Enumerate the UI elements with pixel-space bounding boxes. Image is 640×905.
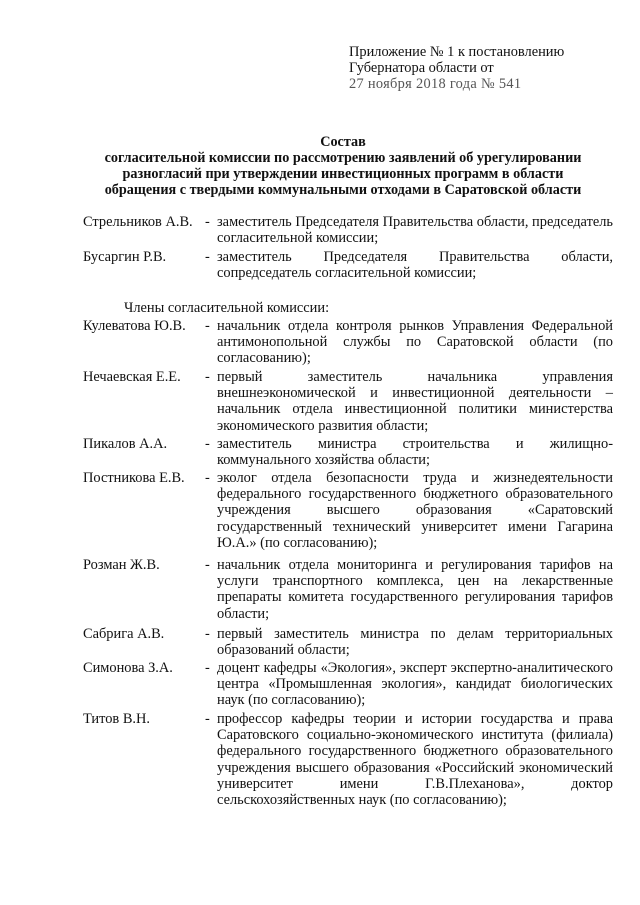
member-name: Титов В.Н. — [83, 711, 151, 727]
member-role: начальник отдела контроля рынков Управления Федеральной антимонопольной службы по Саратовской области (по согласованию); — [217, 318, 613, 367]
member-role: первый заместитель министра по делам территориальных образований области; — [217, 626, 613, 659]
appendix-line-1: Приложение № 1 к постановлению — [349, 44, 565, 60]
dash: - — [205, 660, 210, 676]
appendix-date-stamp: 27 ноября 2018 года № 541 — [349, 76, 522, 92]
appendix-line-2: Губернатора области от — [349, 60, 494, 76]
dash: - — [205, 557, 210, 573]
member-role: эколог отдела безопасности труда и жизнедеятельности федерального государственного бюджетного образовательного учреждения высшего образования «Саратовский государственный технический университет имени Гагарина Ю.А.» (по согласованию); — [217, 470, 613, 551]
member-name: Постникова Е.В. — [83, 470, 185, 486]
member-role: начальник отдела мониторинга и регулирования тарифов на услуги транспортного комплекса, цен на лекарственные препараты комитета государственного регулирования тарифов области; — [217, 557, 613, 622]
title-line-3: разногласий при утверждении инвестиционных программ в области — [122, 166, 564, 182]
member-name: Сабрига А.В. — [83, 626, 165, 642]
dash: - — [205, 214, 210, 230]
dash: - — [205, 436, 210, 452]
appendix-block — [349, 44, 629, 92]
dash: - — [205, 249, 210, 265]
document-title — [70, 134, 616, 198]
member-name: Розман Ж.В. — [83, 557, 160, 573]
member-name: Пикалов А.А. — [83, 436, 168, 452]
dash: - — [205, 626, 210, 642]
member-role: доцент кафедры «Экология», эксперт экспертно-аналитического центра «Промышленная экология», кандидат биологических наук (по согласованию); — [217, 660, 613, 709]
member-role: заместитель Председателя Правительства области, сопредседатель согласительной комиссии; — [217, 249, 613, 282]
dash: - — [205, 369, 210, 385]
member-role: профессор кафедры теории и истории государства и права Саратовского социально-экономического института (филиала) федерального государственного бюджетного образовательного учреждения высшего образования «Российский экономический университет имени Г.В.Плеханова», доктор сельскохозяйственных наук (по согласованию); — [217, 711, 613, 809]
member-name: Нечаевская Е.Е. — [83, 369, 181, 385]
member-name: Стрельников А.В. — [83, 214, 193, 230]
title-line-2: согласительной комиссии по рассмотрению заявлений об урегулировании — [104, 150, 582, 166]
member-role: заместитель министра строительства и жилищно-коммунального хозяйства области; — [217, 436, 613, 469]
dash: - — [205, 318, 210, 334]
member-name: Бусаргин Р.В. — [83, 249, 167, 265]
dash: - — [205, 711, 210, 727]
member-role: заместитель Председателя Правительства области, председатель согласительной комиссии; — [217, 214, 613, 247]
title-line-4: обращения с твердыми коммунальными отходами в Саратовской области — [104, 182, 582, 198]
member-role: первый заместитель начальника управления внешнеэкономической и инвестиционной деятельности – начальник отдела инвестиционной политики министерства экономического развития области; — [217, 369, 613, 434]
title-line-1: Состав — [320, 134, 366, 150]
members-heading: Члены согласительной комиссии: — [124, 300, 330, 316]
member-name: Кулеватова Ю.В. — [83, 318, 186, 334]
dash: - — [205, 470, 210, 486]
member-name: Симонова З.А. — [83, 660, 173, 676]
